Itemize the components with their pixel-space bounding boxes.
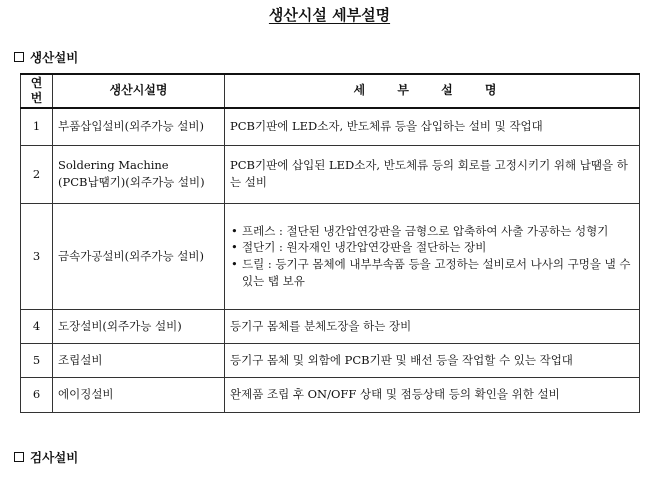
row-facility-line1: Soldering Machine — [58, 158, 169, 173]
row-facility: 에이징설비 — [53, 377, 225, 412]
row-detail: 등기구 몸체 및 외함에 PCB기판 및 배선 등을 작업할 수 있는 작업대 — [225, 343, 640, 377]
section-heading-inspection — [14, 448, 78, 466]
table-row — [21, 145, 640, 203]
row-no: 5 — [21, 343, 53, 377]
table-row — [21, 108, 640, 145]
row-facility: 도장설비(외주가능 설비) — [53, 309, 225, 343]
row-no: 1 — [21, 108, 53, 145]
header-detail: 세 부 설 명 — [225, 74, 640, 108]
section-heading-production — [14, 48, 78, 66]
row-facility: 조립설비 — [53, 343, 225, 377]
table-row — [21, 203, 640, 309]
table-row — [21, 309, 640, 343]
checkbox-square-icon — [14, 452, 24, 462]
table-header-row — [21, 74, 640, 108]
row-facility-line2: (PCB납땜기)(외주가능 설비) — [58, 175, 205, 189]
table-row — [21, 343, 640, 377]
header-no — [21, 74, 53, 108]
list-item: • 드릴 : 등기구 몸체에 내부부속품 등을 고정하는 설비로서 나사의 구멍을 낼 수 있는 탭 보유 — [230, 256, 634, 289]
header-no-top: 연 — [30, 76, 43, 90]
page-title: 생산시설 세부설명 — [268, 6, 391, 24]
table-row — [21, 377, 640, 412]
list-item: • 프레스 : 절단된 냉간압연강판을 금형으로 압축하여 사출 가공하는 성형기 — [230, 223, 634, 240]
row-facility: 금속가공설비(외주가능 설비) — [53, 203, 225, 309]
checkbox-square-icon — [14, 52, 24, 62]
row-facility: 부품삽입설비(외주가능 설비) — [53, 108, 225, 145]
row-detail: PCB기판에 삽입된 LED소자, 반도체류 등의 회로를 고정시키기 위해 납땜을 하는 설비 — [225, 145, 640, 203]
row-detail: 완제품 조립 후 ON/OFF 상태 및 점등상태 등의 확인을 위한 설비 — [225, 377, 640, 412]
row-detail — [225, 203, 640, 309]
detail-list — [230, 223, 634, 290]
section-label: 생산설비 — [30, 50, 79, 65]
list-item: • 절단기 : 원자재인 냉간압연강판을 절단하는 장비 — [230, 239, 634, 256]
header-no-bottom: 번 — [30, 91, 43, 105]
row-no: 3 — [21, 203, 53, 309]
facility-table — [20, 73, 640, 413]
header-facility: 생산시설명 — [53, 74, 225, 108]
row-no: 2 — [21, 145, 53, 203]
row-detail: PCB기판에 LED소자, 반도체류 등을 삽입하는 설비 및 작업대 — [225, 108, 640, 145]
row-detail: 등기구 몸체를 분체도장을 하는 장비 — [225, 309, 640, 343]
row-facility — [53, 145, 225, 203]
section-label: 검사설비 — [30, 450, 79, 465]
row-no: 4 — [21, 309, 53, 343]
row-no: 6 — [21, 377, 53, 412]
